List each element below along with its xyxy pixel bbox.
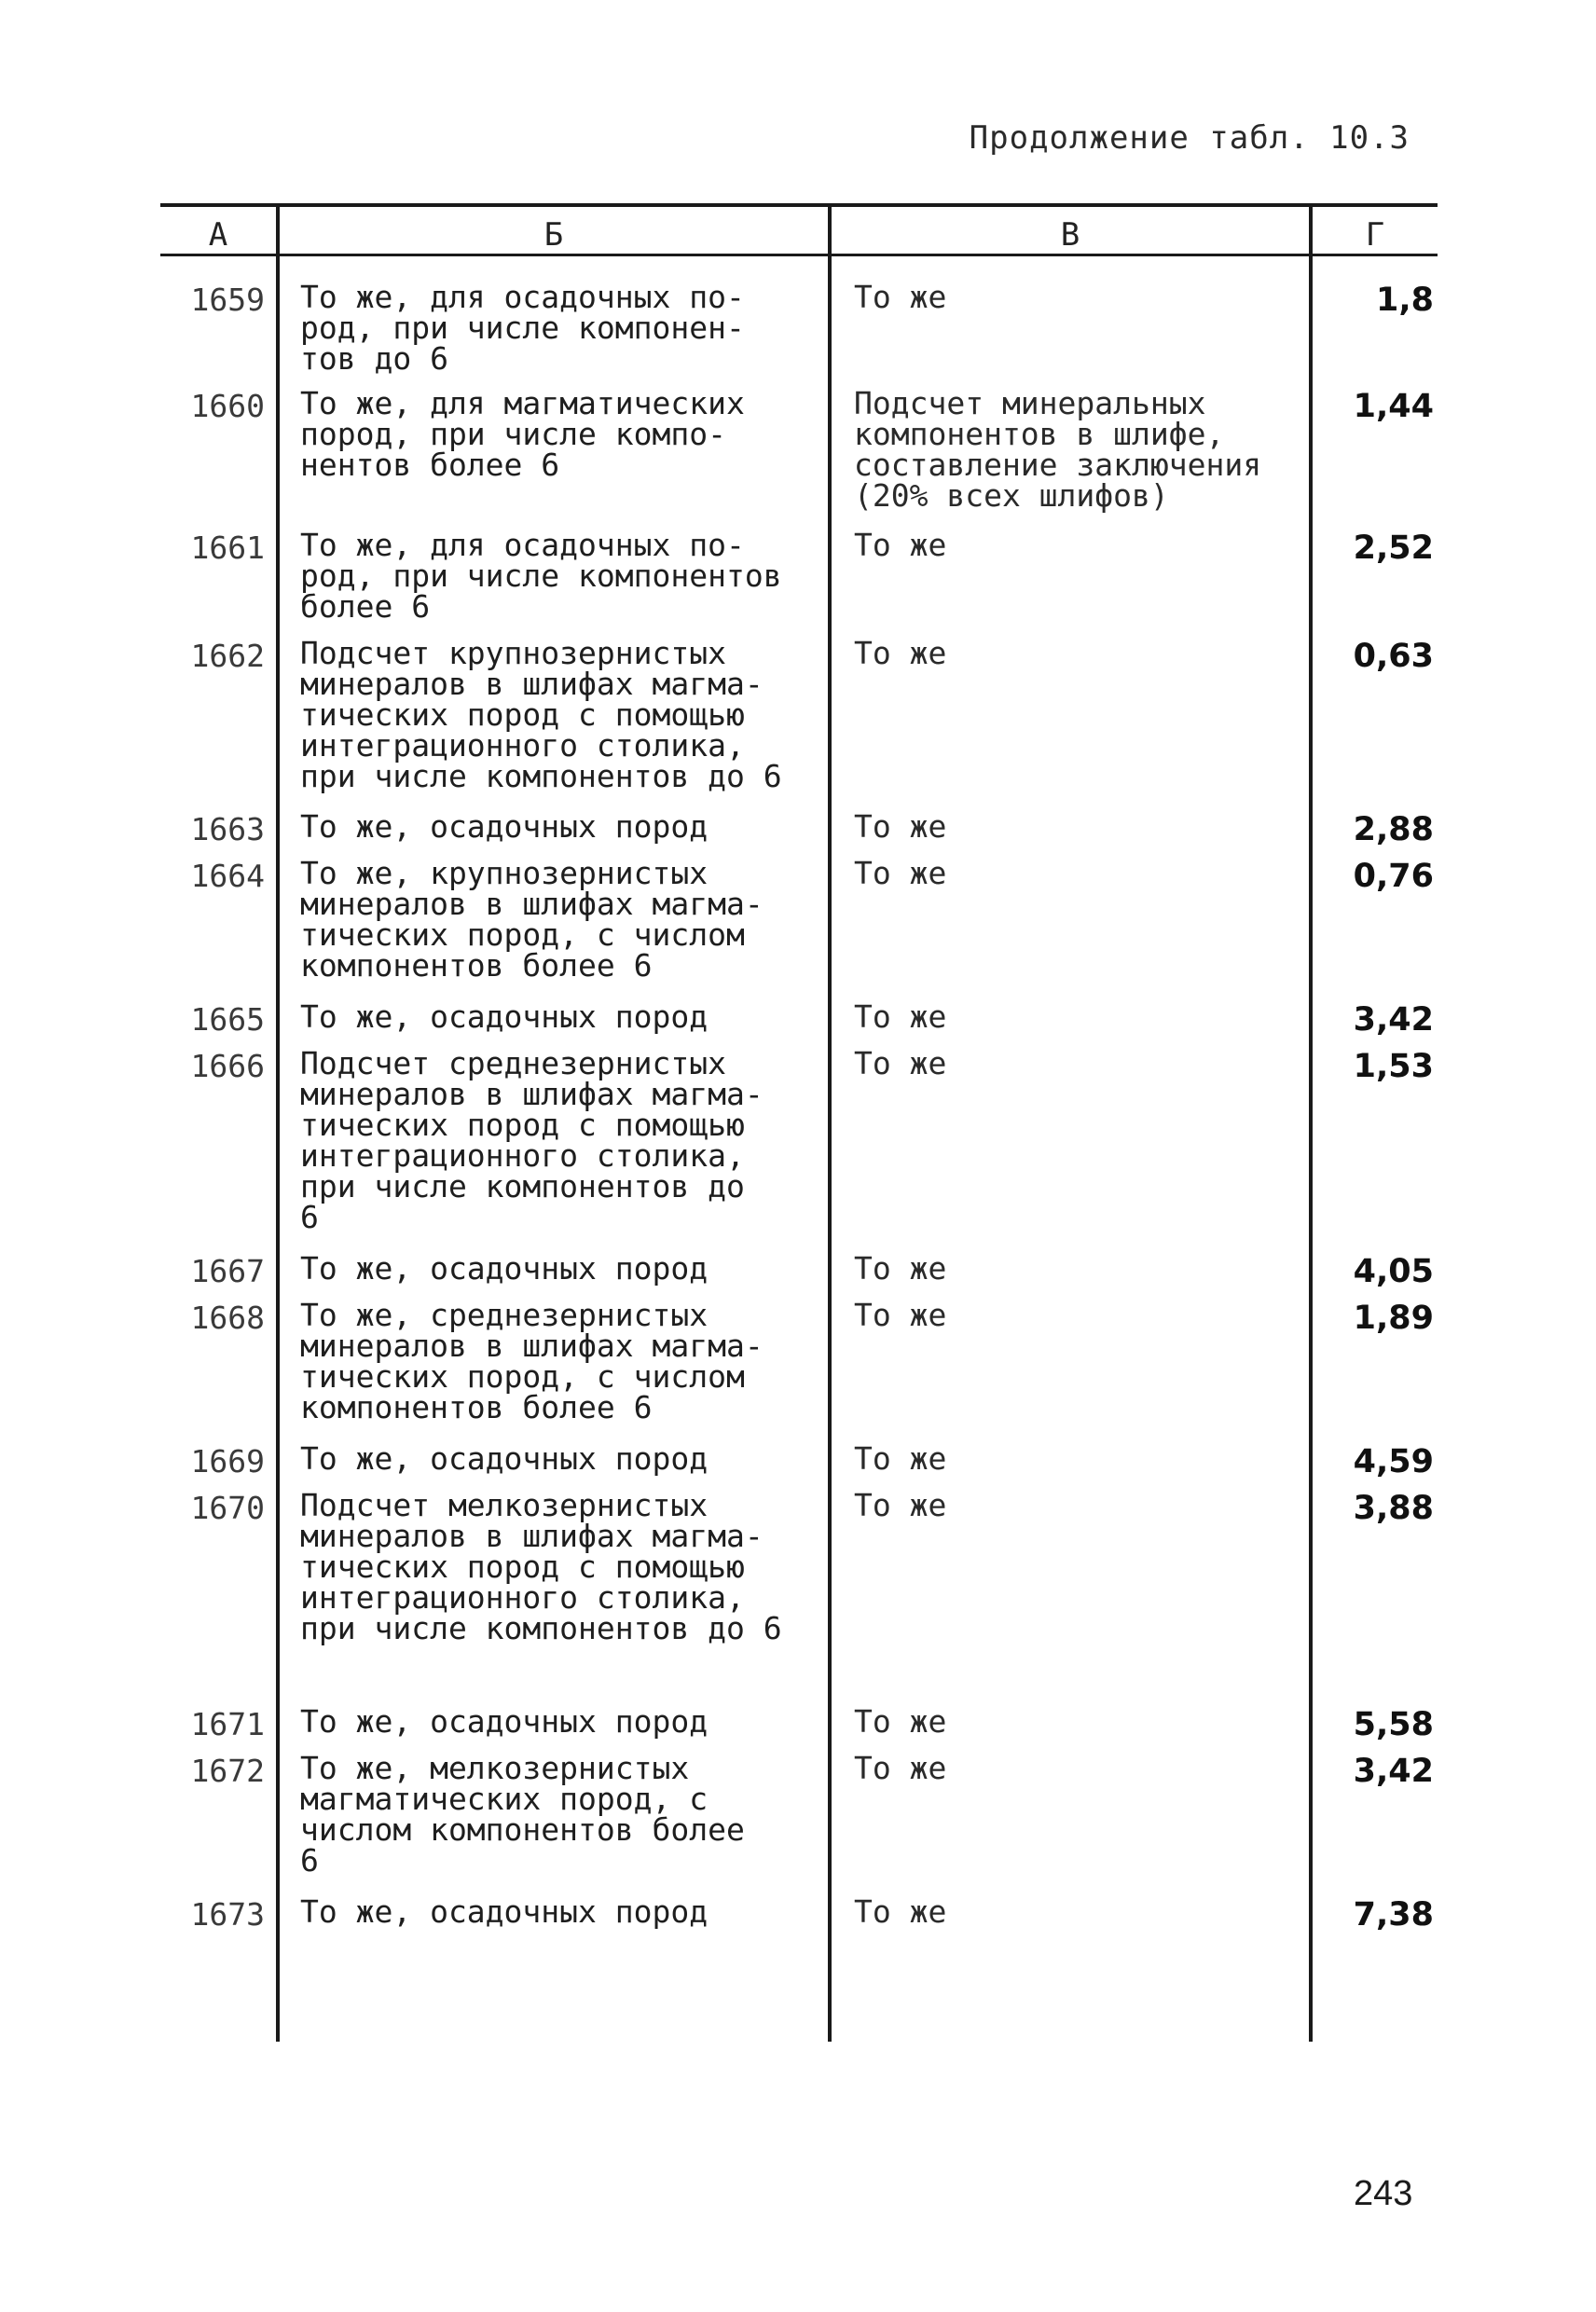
row-method: То же [854,1250,947,1287]
row-method: То же [854,279,947,315]
row-number: 1670 [190,1490,265,1526]
row-method: То же [854,1750,947,1786]
table-continuation-caption: Продолжение табл. 10.3 [969,119,1410,157]
row-number: 1660 [190,388,265,424]
row-description: То же, среднезернистых минералов в шлифах магма- тических пород, с числом компонентов более 6 [300,1297,764,1425]
row-method: То же [854,1297,947,1333]
column-header-b: Б [543,216,564,254]
row-method: То же [854,1440,947,1477]
row-number: 1665 [190,1001,265,1038]
row-value: 4,59 [1353,1443,1434,1480]
row-value: 1,8 [1375,282,1434,319]
table-top-rule [160,203,1438,207]
row-method: То же [854,1703,947,1740]
row-method: То же [854,1487,947,1523]
row-description: Подсчет крупнозернистых минералов в шлифах магма- тических пород с помощью интеграционного столика, при числе компонентов до 6 [300,635,782,794]
row-value: 5,58 [1353,1706,1434,1743]
row-number: 1664 [190,858,265,894]
row-method: То же [854,998,947,1035]
row-description: То же, осадочных пород [300,1893,709,1930]
row-number: 1662 [190,638,265,674]
table-header-rule [160,254,1438,256]
row-description: То же, осадочных пород [300,1703,709,1740]
row-description: То же, для магматических пород, при числе компо- нентов более 6 [300,385,745,483]
row-number: 1663 [190,811,265,847]
row-method: То же [854,635,947,671]
row-number: 1661 [190,530,265,566]
row-number: 1671 [190,1706,265,1742]
row-method: То же [854,855,947,891]
row-method: То же [854,1045,947,1081]
row-description: То же, осадочных пород [300,1440,709,1477]
row-description: То же, мелкозернистых магматических пород, с числом компонентов более 6 [300,1750,745,1878]
column-header-v: В [1060,216,1080,254]
column-header-a: А [208,216,228,254]
row-description: То же, для осадочных по- род, при числе компонен- тов до 6 [300,279,745,377]
row-description: Подсчет мелкозернистых минералов в шлифах магма- тических пород с помощью интеграционного столика, при числе компонентов до 6 [300,1487,782,1646]
row-value: 2,88 [1353,811,1434,848]
row-value: 1,89 [1353,1300,1434,1337]
page-number: 243 [1354,2174,1413,2213]
rates-table [160,203,1438,2042]
row-value: 0,76 [1353,858,1434,895]
row-number: 1667 [190,1253,265,1289]
row-value: 4,05 [1353,1253,1434,1290]
row-description: То же, осадочных пород [300,998,709,1035]
row-description: То же, крупнозернистых минералов в шлифах магма- тических пород, с числом компонентов более 6 [300,855,764,984]
row-description: То же, осадочных пород [300,1250,709,1287]
row-method: То же [854,527,947,563]
row-number: 1672 [190,1753,265,1789]
row-value: 0,63 [1353,638,1434,675]
row-description: Подсчет среднезернистых минералов в шлифах магма- тических пород с помощью интеграционного столика, при числе компонентов до 6 [300,1045,764,1235]
row-value: 1,44 [1353,388,1434,425]
column-header-g: Г [1365,216,1385,254]
row-value: 1,53 [1353,1048,1434,1085]
row-value: 3,88 [1353,1490,1434,1527]
row-description: То же, для осадочных по- род, при числе компонентов более 6 [300,527,782,625]
column-divider-1 [276,203,280,2042]
row-value: 3,42 [1353,1001,1434,1039]
row-number: 1668 [190,1300,265,1336]
row-number: 1669 [190,1443,265,1479]
row-method: То же [854,1893,947,1930]
row-value: 2,52 [1353,530,1434,567]
row-description: То же, осадочных пород [300,808,709,845]
row-method: Подсчет минеральных компонентов в шлифе, составление заключения (20% всех шлифов) [854,385,1262,514]
row-number: 1666 [190,1048,265,1084]
row-value: 3,42 [1353,1753,1434,1790]
row-value: 7,38 [1353,1896,1434,1934]
row-number: 1673 [190,1896,265,1933]
row-number: 1659 [190,282,265,318]
row-method: То же [854,808,947,845]
